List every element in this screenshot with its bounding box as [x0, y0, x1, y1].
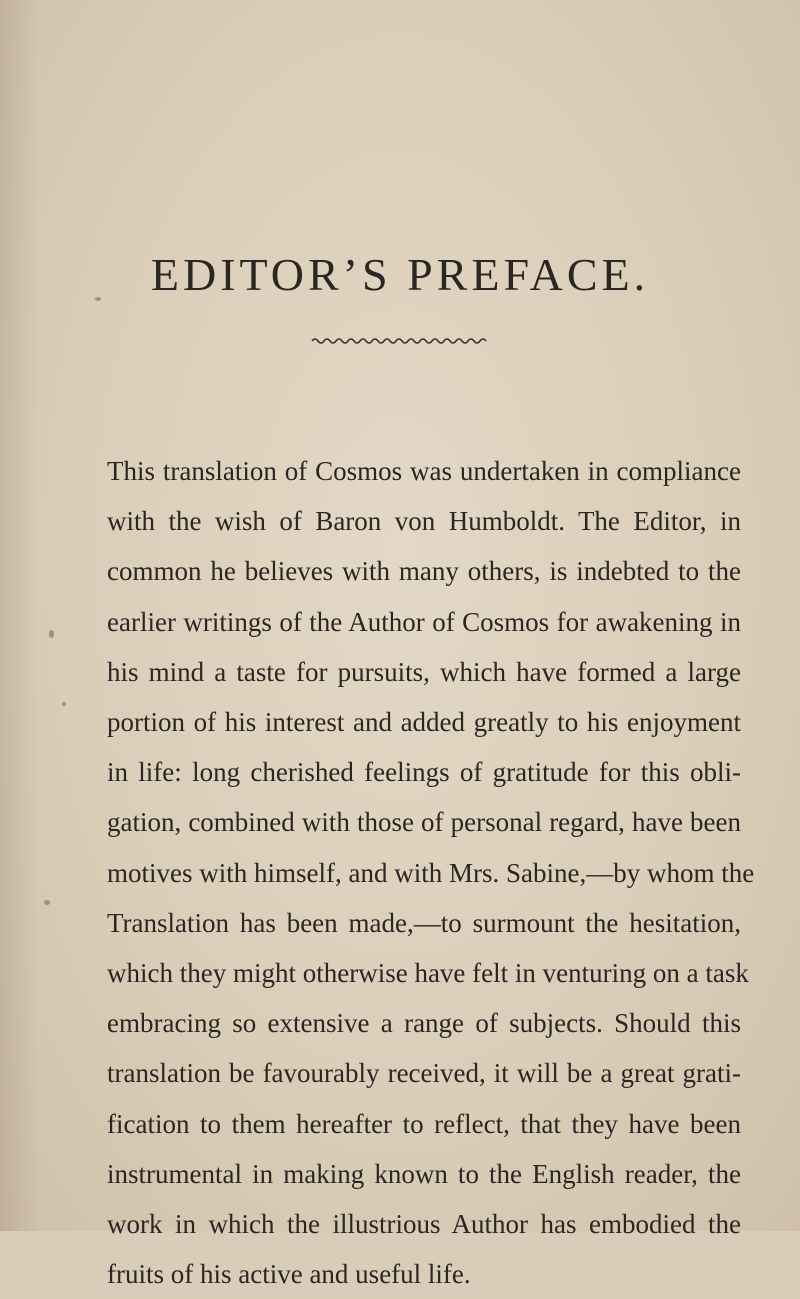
text-line: in life: long cherished feelings of gratitude for this obli-	[107, 757, 741, 788]
text-line: earlier writings of the Author of Cosmos for awakening in	[107, 606, 741, 637]
text-line: gation, combined with those of personal regard, have been	[107, 807, 741, 838]
foxing-spot	[62, 702, 66, 706]
wavy-rule-ornament	[310, 336, 490, 346]
text-line: with the wish of Baron von Humboldt. The Editor, in	[107, 506, 741, 537]
foxing-spot	[44, 900, 50, 905]
foxing-spot	[49, 630, 54, 638]
text-line: work in which the illustrious Author has embodied the	[107, 1209, 741, 1240]
text-line: embracing so extensive a range of subjects. Should this	[107, 1008, 741, 1039]
text-line: which they might otherwise have felt in venturing on a task	[107, 958, 749, 989]
text-line: This translation of Cosmos was undertaken in compliance	[107, 456, 741, 486]
preface-text	[107, 446, 755, 1299]
page-edge-shadow	[0, 0, 40, 1231]
text-line: instrumental in making known to the English reader, the	[107, 1158, 741, 1189]
text-line: fruits of his active and useful life.	[107, 1259, 471, 1290]
text-line: portion of his interest and added greatly to his enjoyment	[107, 707, 741, 738]
text-line: Translation has been made,—to surmount the hesitation,	[107, 907, 741, 938]
text-line: motives with himself, and with Mrs. Sabine,—by whom the	[107, 857, 755, 888]
text-line: fication to them hereafter to reflect, that they have been	[107, 1108, 741, 1139]
text-line: common he believes with many others, is indebted to the	[107, 556, 741, 587]
page-title: EDITOR’S PREFACE.	[150, 249, 650, 300]
text-line: his mind a taste for pursuits, which have formed a large	[107, 656, 741, 687]
text-line: translation be favourably received, it will be a great grati-	[107, 1058, 741, 1089]
